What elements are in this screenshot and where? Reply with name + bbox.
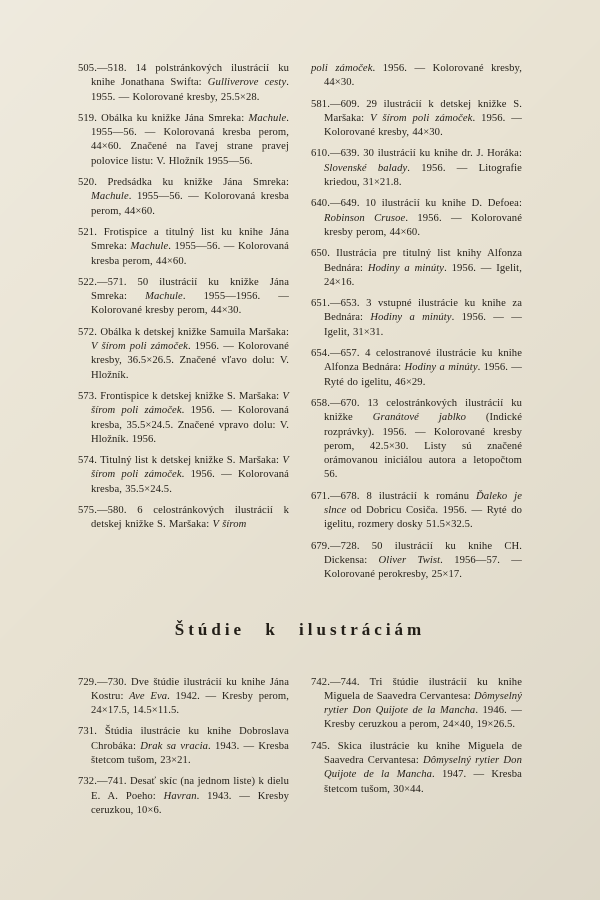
catalog-entry (78, 504, 289, 533)
book-title: poli zámoček (311, 63, 373, 74)
book-title: Hodiny a minúty (367, 262, 445, 274)
entry-text: . 1956. — — Igelit, 31×31. (324, 312, 522, 338)
entry-text: 654.—657. 4 celostranové ilustrácie ku knihe Alfonza Bednára: (311, 348, 522, 374)
entry-text: 745. Skica ilustrácie ku knihe Miguela de Saavedra Cervantesa: (311, 740, 522, 766)
entry-text: . 1955—56. — Kolorovaná kresba perom, 44×60. (91, 241, 289, 267)
studies-right-column (311, 676, 522, 826)
entry-text: . 1956—57. — Kolorované perokresby, 25×17. (324, 554, 522, 581)
catalog-entry (311, 347, 522, 390)
top-left-column (78, 62, 289, 590)
catalog-entry (311, 397, 522, 483)
entry-text: 671.—678. 8 ilustrácií k románu (311, 490, 477, 502)
entry-text: 581.—609. 29 ilustrácií k detskej knižke S. Maršaka: (311, 98, 522, 124)
entry-text: 650. Ilustrácia pre titulný list knihy Alfonza Bednára: (311, 248, 522, 274)
entry-text: . 1942. — Kresby perom, 24×17.5, 14.5×11.5. (91, 690, 290, 717)
catalog-entry (311, 490, 522, 533)
book-title: Ďaleko je slnce (324, 490, 522, 517)
catalog-entry (78, 326, 289, 383)
catalog-entry (78, 454, 289, 497)
entry-text: 521. Frotispice a titulný list ku knihe Jána Smreka: (78, 226, 289, 253)
catalog-entry (311, 197, 522, 240)
book-title: Dômyselný rytier Don Quijote de la Mancha (324, 754, 522, 781)
book-title: V šírom poli zámoček (91, 455, 289, 481)
entry-text: . 1955—1956. — Kolorované kresby perom, 44×30. (91, 291, 289, 317)
entry-text: 573. Frontispice k detskej knižke S. Maršaka: (78, 390, 283, 402)
entry-text: 732.—741. Desať skíc (na jednom liste) k dielu E. A. Poeho: (78, 776, 289, 802)
catalog-entry (311, 147, 522, 190)
entry-text: . 1943. — Kresby ceruzkou, 10×6. (91, 790, 289, 816)
book-title: Oliver Twist (378, 554, 441, 566)
studies-section (78, 676, 522, 826)
entry-text: . 1947. — Kresba štetcom tušom, 30×44. (324, 769, 522, 795)
entry-text: . 1956. — Kolorované kresby, 44×30. (324, 112, 523, 139)
entry-text: . 1955—56. — Kolorovaná kresba perom, 44×60. (91, 191, 289, 217)
book-title: V šírom (212, 519, 247, 531)
entry-text: . 1956. — Ryté do igelitu, 46×29. (324, 362, 522, 388)
book-title: Robinson Crusoe (324, 212, 406, 224)
entry-text: 505.—518. 14 polstránkových ilustrácií ku knihe Jonathana Swifta: (78, 63, 289, 89)
entry-text: . 1955—56. — Kolorovaná kresba perom, 44×60. Značené na ľavej strane pravej polovice listu: V. Hložník 1955—56. (91, 112, 289, 167)
entry-text: 522.—571. 50 ilustrácií ku knižke Jána Smreka: (78, 276, 289, 303)
book-title: Machule (130, 241, 169, 253)
book-title: V šírom poli zámoček (91, 341, 188, 353)
entry-text: . 1956. — Kolorovaná kresba, 35.5×24.5. (91, 469, 289, 495)
studies-left-column (78, 676, 289, 826)
book-title: Machule (248, 112, 287, 124)
book-title: V šírom poli zámoček (370, 112, 473, 124)
book-title: Hodiny a minúty (404, 362, 478, 374)
entry-text: . 1946. — Kresby ceruzkou a perom, 24×40, 19×26.5. (324, 705, 522, 731)
top-right-column (311, 62, 522, 590)
book-title: Drak sa vracia (140, 740, 209, 752)
catalog-entry (311, 62, 522, 91)
catalog-entry (78, 676, 289, 719)
entry-text: 519. Obálka ku knižke Jána Smreka: (78, 112, 249, 124)
entry-text: 572. Obálka k detskej knižke Samuila Maršaka: (78, 326, 289, 338)
entry-text: . 1956. — Kolorované kresby, 44×30. (324, 63, 523, 89)
entry-text: . 1956. — Litografie kriedou, 31×21.8. (324, 162, 522, 189)
catalog-entry (78, 775, 289, 818)
catalog-entry (78, 226, 289, 269)
entry-text: 640.—649. 10 ilustrácií ku knihe D. Defoea: (311, 198, 522, 210)
catalog-entry (311, 297, 522, 340)
book-title: Hodiny a minúty (370, 312, 452, 324)
entry-text: . 1943. — Kresba štetcom tušom, 23×21. (91, 740, 289, 766)
entry-text: . 1956. — Igelit, 24×16. (324, 262, 522, 288)
entry-text: 729.—730. Dve štúdie ilustrácií ku knihe Jána Kostru: (78, 676, 289, 702)
entry-text: . 1956. — Kolorované kresby perom, 44×60. (324, 212, 522, 238)
entry-text: 575.—580. 6 celostránkových ilustrácií k detskej knižke S. Maršaka: (78, 505, 289, 531)
entry-text: (Indické rozprávky). 1956. — Kolorované kresby perom, 42.5×30. Listy sú značené orámovanou iniciálou autora a letopočtom 56. (324, 412, 522, 481)
book-title: Machule (145, 291, 183, 303)
top-section (78, 62, 522, 590)
entry-text: 651.—653. 3 vstupné ilustrácie ku knihe za Bednára: (311, 298, 522, 324)
catalog-entry (78, 112, 289, 169)
entry-text: . 1956. — Kolorované kresby, 36.5×26.5. Značené vľavo dolu: V. Hložník. (91, 341, 289, 381)
book-title: Machule (91, 191, 129, 203)
book-title: Granátové jablko (372, 412, 466, 424)
entry-text: od Dobricu Cosiča. 1956. — Ryté do igelitu, rozmery dosky 51.5×32.5. (324, 505, 522, 531)
book-title: Slovenské balady (324, 162, 408, 174)
entry-text: 742.—744. Tri štúdie ilustrácií ku knihe Miguela de Saavedra Cervantesa: (311, 676, 522, 702)
entry-text: 679.—728. 50 ilustrácií ku knihe CH. Dickensa: (311, 540, 522, 566)
catalog-entry (78, 62, 289, 105)
catalog-entry (311, 98, 522, 141)
book-title: Havran (163, 790, 197, 802)
entry-text: . 1955. — Kolorované kresby, 25.5×28. (91, 77, 289, 103)
book-title: Gulliverove cesty (207, 77, 287, 89)
catalog-entry (311, 247, 522, 290)
catalog-entry (78, 725, 289, 768)
entry-text: 520. Predsádka ku knižke Jána Smreka: (78, 177, 289, 189)
section-heading: Štúdie k ilustráciám (174, 619, 426, 639)
catalog-entry (78, 276, 289, 319)
entry-text: 731. Štúdia ilustrácie ku knihe Dobroslava Chrobáka: (78, 726, 289, 752)
entry-text: 574. Titulný list k detskej knižke S. Maršaka: (78, 455, 283, 467)
book-title: Dômyselný rytier Don Quijote de la Mancha (324, 690, 522, 717)
catalog-entry (311, 740, 522, 797)
entry-text: 610.—639. 30 ilustrácií ku knihe dr. J. Horáka: (311, 148, 522, 160)
book-title: V šírom poli zámoček (91, 390, 289, 417)
entry-text: . 1956. — Kolorovaná kresba, 35.5×24.5. Značené vpravo dolu: V. Hložník. 1956. (91, 405, 289, 445)
catalog-entry (78, 176, 289, 219)
catalog-entry (78, 390, 289, 447)
book-title: Ave Eva (129, 690, 168, 702)
entry-text: 658.—670. 13 celostránkových ilustrácií ku knižke (311, 397, 522, 424)
catalog-entry (311, 540, 522, 583)
catalog-entry (311, 676, 522, 733)
